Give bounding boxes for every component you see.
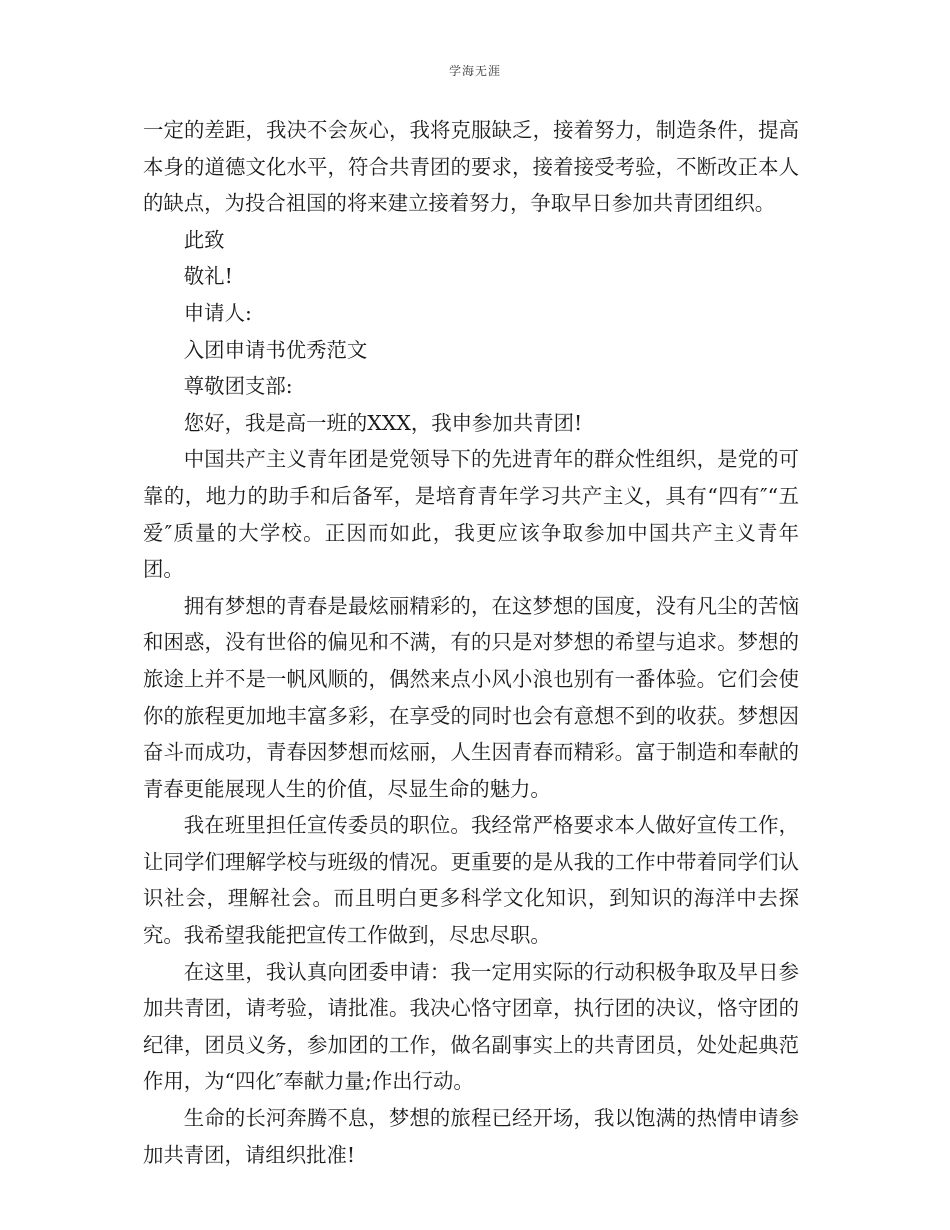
paragraph-conclusion: 生命的长河奔腾不息，梦想的旅程已经开场，我以饱满的热情申请参加共青团，请组织批准! xyxy=(143,1106,799,1167)
paragraph-youth-dreams: 拥有梦想的青春是最炫丽精彩的，在这梦想的国度，没有凡尘的苦恼和困惑，没有世俗的偏见和不满，有的只是对梦想的希望与追求。梦想的旅途上并不是一帆风顺的，偶然来点小风小浪也别有一番体验。它们会使你的旅程更加地丰富多彩，在享受的同时也会有意想不到的收获。梦想因奋斗而成功，青春因梦想而炫丽，人生因青春而精彩。富于制造和奉献的青春更能展现人生的价值，尽显生命的魅力。 xyxy=(143,593,799,801)
paragraph-about-league: 中国共产主义青年团是党领导下的先进青年的群众性组织，是党的可靠的，地力的助手和后备军，是培育青年学习共产主义，具有“四有″“五爱″质量的大学校。正因而如此，我更应该争取参加中国共产主义青年团。 xyxy=(143,447,799,582)
page-header-title: 学海无涯 xyxy=(448,64,501,78)
paragraph-salutation-cizhi: 此致 xyxy=(183,227,225,252)
paragraph-addressee: 尊敬团支部: xyxy=(183,374,293,399)
section-title: 入团申请书优秀范文 xyxy=(183,337,368,362)
document-body xyxy=(143,112,799,1173)
paragraph-applicant-label: 申请人: xyxy=(183,300,252,325)
paragraph-salutation-jingli: 敬礼! xyxy=(183,264,233,289)
paragraph-greeting: 您好，我是高一班的XXX，我申参加共青团! xyxy=(183,410,583,435)
paragraph-application-pledge: 在这里，我认真向团委申请：我一定用实际的行动积极争取及早日参加共青团，请考验，请批准。我决心恪守团章，执行团的决议，恪守团的纪律，团员义务，参加团的工作，做名副事实上的共青团员，处处起典范作用，为“四化″奉献力量;作出行动。 xyxy=(143,959,799,1094)
paragraph-closing-commitment: 一定的差距，我决不会灰心，我将克服缺乏，接着努力，制造条件，提高本身的道德文化水平，符合共青团的要求，接着接受考验，不断改正本人的缺点，为投合祖国的将来建立接着努力，争取早日参加共青团组织。 xyxy=(143,118,799,216)
paragraph-class-role: 我在班里担任宣传委员的职位。我经常严格要求本人做好宣传工作，让同学们理解学校与班级的情况。更重要的是从我的工作中带着同学们认识社会，理解社会。而且明白更多科学文化知识，到知识的海洋中去探究。我希望我能把宣传工作做到，尽忠尽职。 xyxy=(143,813,799,948)
